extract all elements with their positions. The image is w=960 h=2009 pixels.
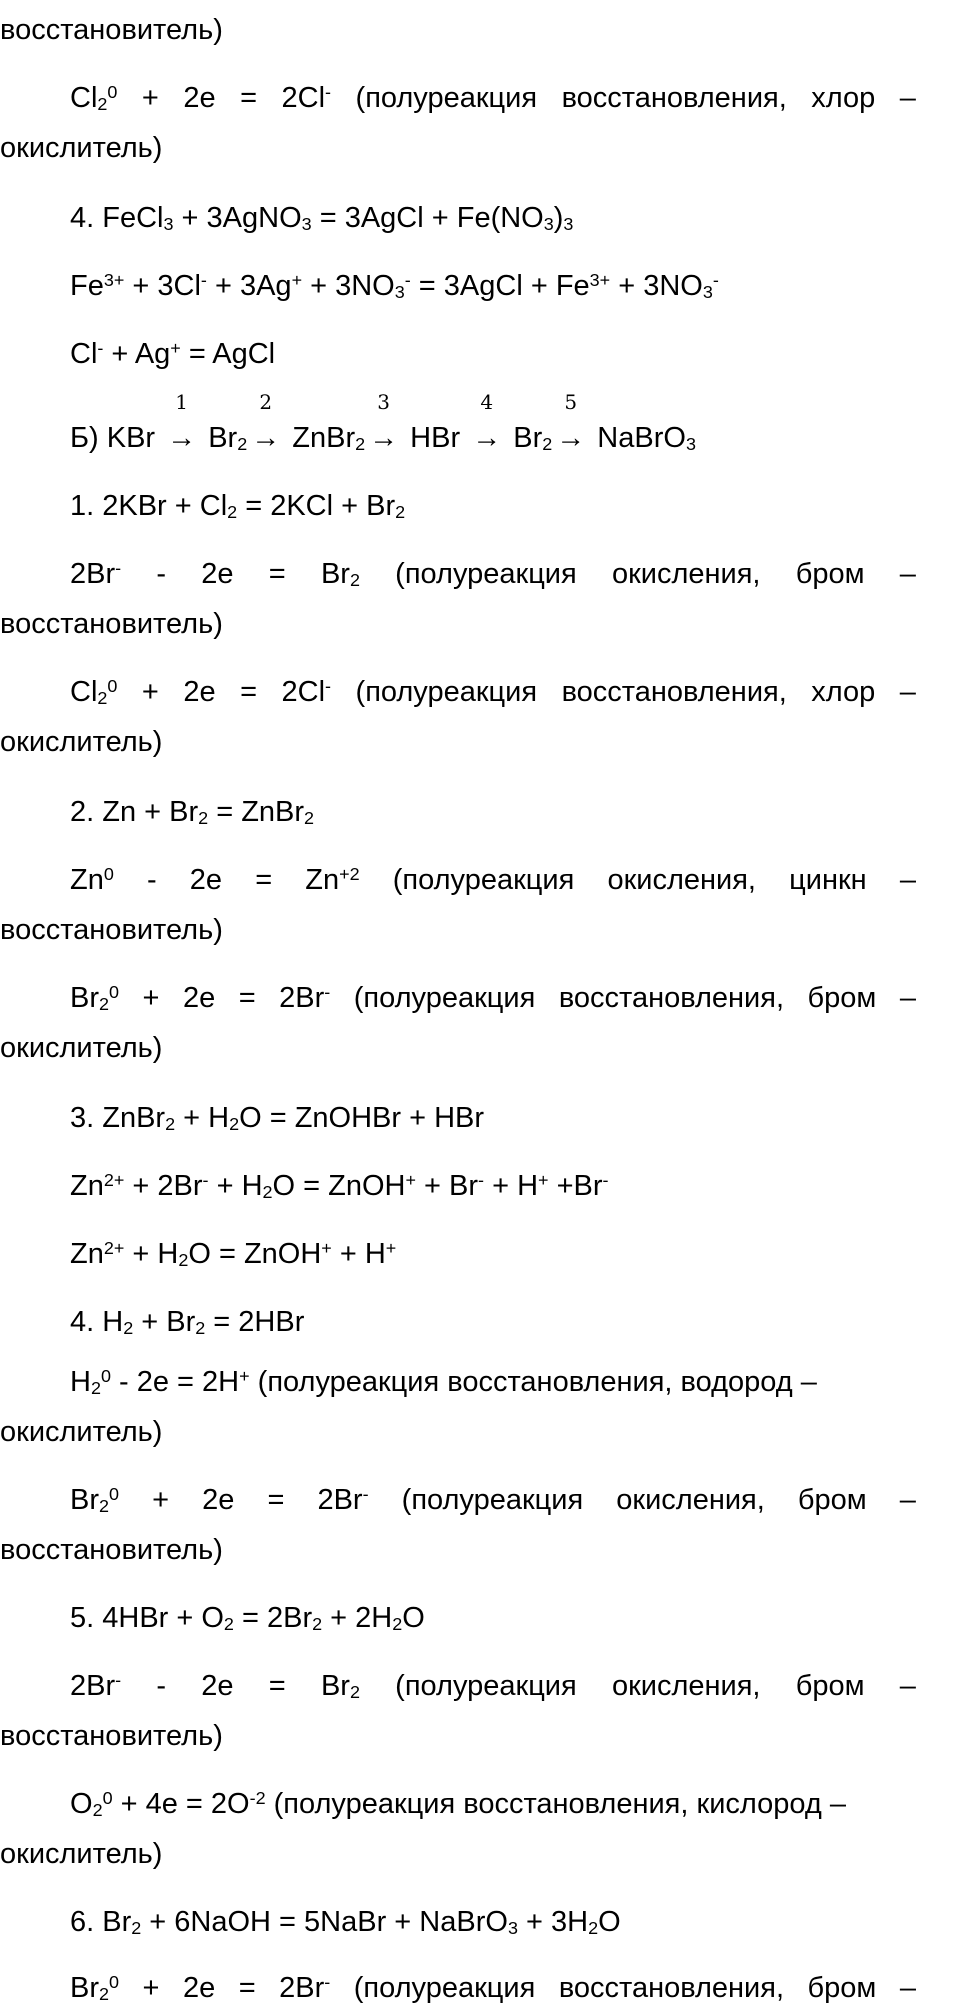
equation-line: 5. $4HBr + O_2 = 2Br_2 + 2H_2O$: [70, 1602, 425, 1634]
text-line: $Br_2^0$ + 2e = 2Br- (полуреакция восстановления, бром –: [70, 982, 916, 1014]
equation-line: Cl- + Ag+ = AgCl: [70, 338, 276, 370]
text-line: восстановитель): [0, 608, 223, 640]
text-line: окислитель): [0, 1032, 163, 1064]
equation-line: 3. ZnBr$_2$ + $H_2O$ = ZnOHBr + HBr: [70, 1102, 485, 1134]
text-line: $Br_2^0$ + 2e = 2Br- (полуреакция окисления, бром –: [70, 1484, 916, 1516]
text-line: восстановитель): [0, 1534, 223, 1566]
equation-line: 4. FeCl$_3$ + 3AgNO$_3$ = 3AgCl + $Fe(NO_3)_3$: [70, 202, 574, 234]
text-line: $O_2^0 + 4e = 2O^{-2}$ (полуреакция восстановления, кислород –: [70, 1788, 846, 1820]
text-line: восстановитель): [0, 914, 223, 946]
equation-line: 1. $2KBr + Cl_2 = 2KCl + Br_2$: [70, 490, 406, 522]
equation-line: 4. $H_2 + Br_2 = 2HBr$: [70, 1306, 305, 1338]
arrow-icon: 5 →: [556, 390, 586, 454]
text-line: 2Br- - 2e = $Br_2$ (полуреакция окисления, бром –: [70, 1670, 916, 1702]
text-line: Zn$^0$ - 2e = $Zn^{+2}$ (полуреакция окисления, цинкн –: [70, 864, 916, 896]
text-line: окислитель): [0, 132, 163, 164]
text-line: окислитель): [0, 1838, 163, 1870]
arrow-icon: 4 →: [472, 390, 502, 454]
text-line: $Cl_2^0$ + 2e = 2Cl- (полуреакция восстановления, хлор –: [70, 82, 916, 114]
equation-line: 6. $Br_2$ + 6NaOH = 5NaBr + NaBrO$_3$ + $3H_2O$: [70, 1906, 621, 1938]
text-line: восстановитель): [0, 1720, 223, 1752]
text-line: $Cl_2^0$ + 2e = 2Cl- (полуреакция восстановления, хлор –: [70, 676, 916, 708]
text-line: окислитель): [0, 1416, 163, 1448]
equation-line: 2. $Zn + Br_2$ = ZnBr$_2$: [70, 796, 315, 828]
arrow-icon: 1 →: [167, 390, 197, 454]
arrow-icon: 2 →: [251, 390, 281, 454]
reaction-chain: Б) KBr 1 → $Br_2$ 2 → ZnBr$_2$ 3 → HBr 4 → $Br_2$ 5 → NaBrO$_3$: [0, 418, 916, 458]
equation-line: $Fe^{3+} + 3Cl^- + 3Ag^+ + 3NO_3^-$ = 3AgCl + $Fe^{3+} + 3NO_3^-$: [70, 270, 719, 302]
text-line: восстановитель): [0, 14, 223, 46]
arrow-icon: 3 →: [369, 390, 399, 454]
text-line: 2Br- - 2e = $Br_2$ (полуреакция окисления, бром –: [70, 558, 916, 590]
text-line: окислитель): [0, 726, 163, 758]
text-line: $Br_2^0$ + 2e = 2Br- (полуреакция восстановления, бром –: [70, 1972, 916, 2004]
text-line: $H_2^0 - 2e = 2H^+$ (полуреакция восстановления, водород –: [70, 1366, 817, 1398]
equation-line: $Zn^{2+} + 2Br^- + H_2O$ = ZnOH+ + Br- + H+ +Br-: [70, 1170, 609, 1202]
equation-line: $Zn^{2+} + H_2O$ = ZnOH+ + H+: [70, 1238, 397, 1270]
